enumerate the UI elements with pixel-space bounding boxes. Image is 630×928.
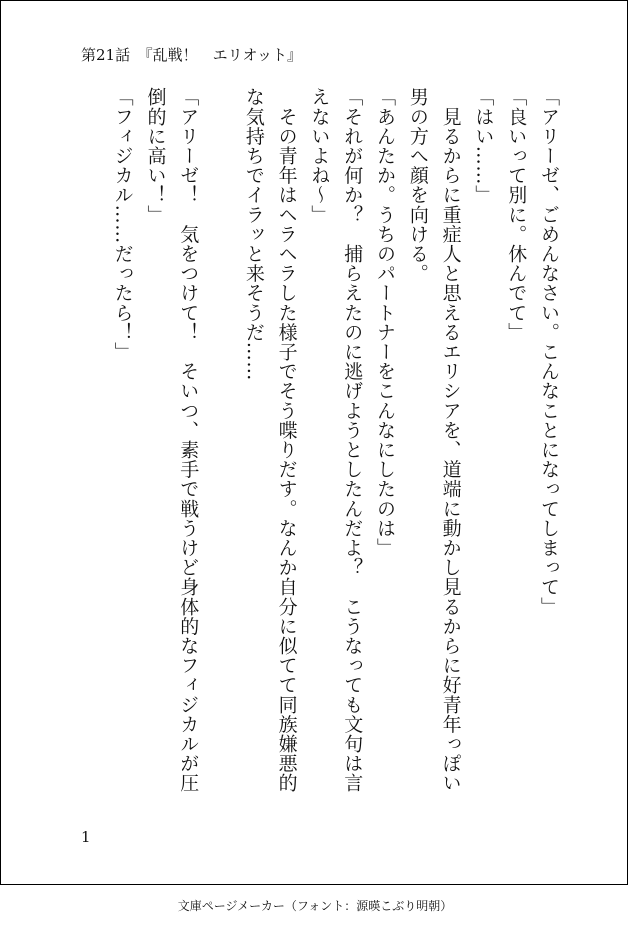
page-number: 1	[81, 828, 91, 846]
novel-text-block	[73, 87, 565, 807]
text-line: 男の方へ顔を向ける。	[406, 87, 429, 283]
text-line: 倒的に高い！」	[144, 87, 167, 225]
text-line: 「良いって別に。休んでて」	[505, 87, 528, 342]
chapter-title: 第21話 『乱戦！ エリオット』	[81, 46, 302, 64]
text-line: 「はい……」	[472, 87, 495, 205]
blank-line	[204, 87, 237, 807]
text-line: 見るからに重症人と思えるエリシアを、道端に動かし見るからに好青年っぽい	[439, 106, 462, 793]
text-line: 「それが何か？ 捕らえたのに逃げようとしたんだよ？ こうなっても文句は言	[341, 87, 364, 793]
text-line: 「フィジカル……だったら！」	[111, 87, 134, 362]
text-line: 「アリーゼ！ 気をつけて！ そいつ、素手で戦うけど身体的なフィジカルが圧	[177, 87, 200, 793]
text-line: 「あんたか。うちのパートナーをこんなにしたのは」	[374, 87, 397, 558]
footer-credit: 文庫ページメーカー（フォント：源暎こぶり明朝）	[177, 899, 453, 913]
text-line: な気持ちでイラッと来そうだ……	[242, 87, 265, 381]
text-line: 「アリーゼ、ごめんなさい。こんなことになってしまって」	[538, 87, 560, 617]
text-line: えないよね～」	[308, 87, 331, 225]
text-line: その青年はヘラヘラした様子でそう喋りだす。なんか自分に似てて同族嫌悪的	[275, 106, 298, 793]
